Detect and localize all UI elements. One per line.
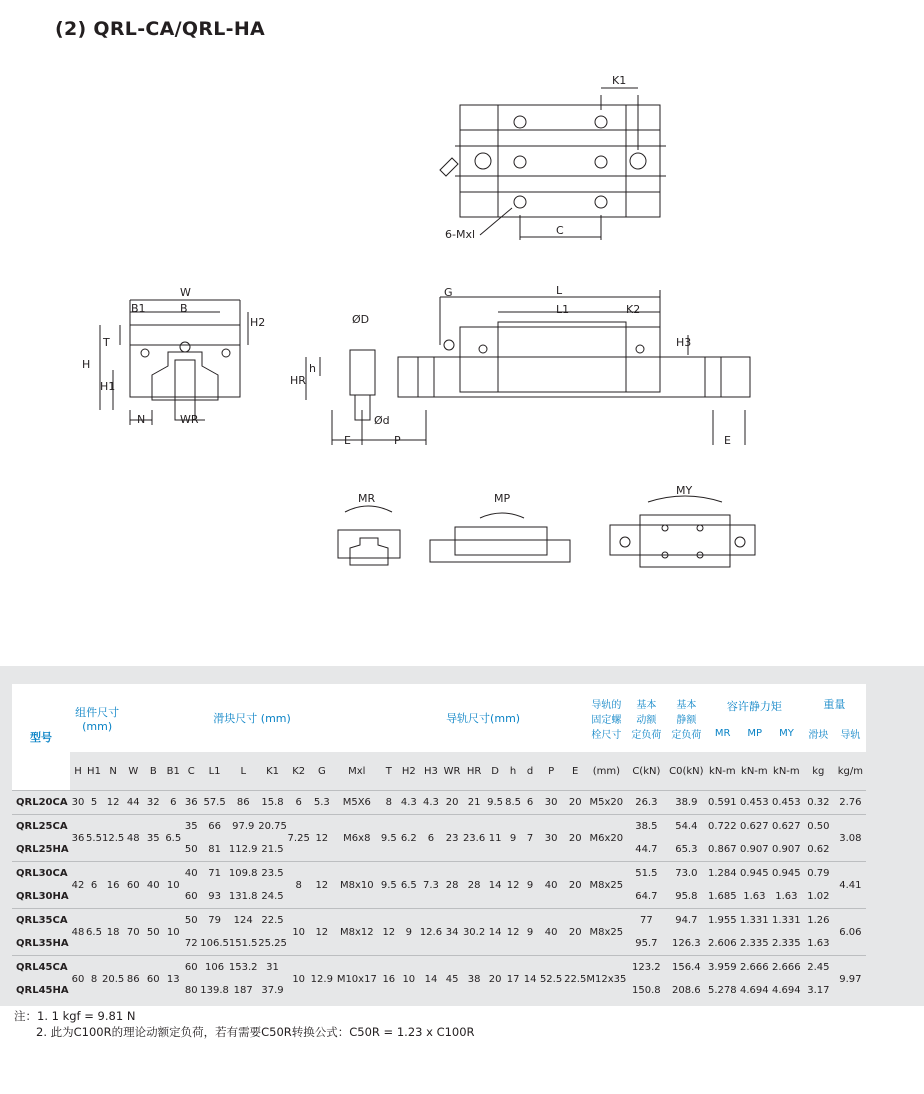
table-cell: 94.7 xyxy=(666,909,706,933)
table-cell: 6 xyxy=(86,862,102,909)
label-mp: MP xyxy=(494,492,511,505)
table-cell: 81 xyxy=(208,844,221,855)
table-cell: 10 xyxy=(164,909,182,956)
table-cell: 20 xyxy=(564,909,586,956)
model-cell: QRL45HA xyxy=(16,985,69,996)
table-cell: 28 xyxy=(462,862,486,909)
table-cell: 0.627 xyxy=(738,815,770,839)
table-cell: M5X6 xyxy=(334,791,380,815)
label-my: MY xyxy=(676,484,693,497)
table-cell: 109.8 xyxy=(229,862,258,886)
table-cell: 2.76 xyxy=(834,791,866,815)
table-cell: M8x12 xyxy=(334,909,380,956)
table-cell: 0.867 xyxy=(708,844,737,855)
table-cell: 5.3 xyxy=(310,791,334,815)
table-cell: 30 xyxy=(70,791,86,815)
table-cell: 112.9 xyxy=(228,844,258,855)
table-cell: 4.3 xyxy=(420,791,442,815)
table-cell: 123.2 xyxy=(626,956,666,980)
table-cell: 1.955 xyxy=(706,909,738,933)
table-cell: 12 xyxy=(310,862,334,909)
table-cell: 0.907 xyxy=(772,844,801,855)
page-title: (2) QRL-CA/QRL-HA xyxy=(55,18,266,40)
table-cell: 22.5 xyxy=(258,909,288,933)
table-cell: 2.45 xyxy=(802,956,834,980)
column-header: W xyxy=(128,765,139,777)
table-cell: 21.5 xyxy=(261,844,284,855)
table-cell: 38.9 xyxy=(666,791,706,815)
model-cell: QRL35HA xyxy=(16,938,69,949)
table-row xyxy=(12,791,866,815)
column-header: K1 xyxy=(266,765,279,777)
table-cell: 36 xyxy=(182,791,200,815)
header-moment xyxy=(706,684,802,752)
column-header: h xyxy=(509,765,517,777)
column-header: D xyxy=(491,765,499,777)
table-cell: 12 xyxy=(504,862,522,909)
table-cell: 12 xyxy=(102,791,124,815)
table-cell: 2.335 xyxy=(740,938,769,949)
table-cell: 80 xyxy=(184,985,198,996)
table-cell: 14 xyxy=(420,956,442,1003)
table-cell: 52.5 xyxy=(538,956,564,1003)
table-cell: 10 xyxy=(288,956,310,1003)
table-cell: 13 xyxy=(164,956,182,1003)
header-assembly: 组件尺寸 (mm) xyxy=(70,684,124,752)
table-cell: 9 xyxy=(522,909,538,956)
table-cell: 1.63 xyxy=(775,891,798,902)
table-cell: 4.41 xyxy=(834,862,866,909)
table-cell: 23 xyxy=(442,815,462,862)
header-rail: 导轨尺寸(mm) xyxy=(380,684,587,752)
table-cell: M8x25 xyxy=(586,862,626,909)
table-cell: 71 xyxy=(200,862,229,886)
table-cell: 2.335 xyxy=(772,938,801,949)
table-cell: 9 xyxy=(504,815,522,862)
table-cell: 60 xyxy=(184,891,198,902)
table-cell: 139.8 xyxy=(200,985,229,996)
table-cell: 12 xyxy=(310,815,334,862)
table-cell: 77 xyxy=(626,909,666,933)
table-cell: 20 xyxy=(564,815,586,862)
header-model: 型号 xyxy=(12,684,70,791)
column-header: N xyxy=(109,765,117,777)
table-cell: 32 xyxy=(142,791,164,815)
label-n: N xyxy=(137,413,146,426)
table-cell: 95.7 xyxy=(635,938,658,949)
table-cell: 106 xyxy=(200,956,229,980)
table-cell: 14 xyxy=(486,862,504,909)
table-cell: 86 xyxy=(229,791,258,815)
table-cell: 20 xyxy=(564,791,586,815)
label-hh: h xyxy=(309,362,316,375)
header-bolt: 导轨的 固定螺 栓尺寸 xyxy=(586,684,626,752)
label-b1: B1 xyxy=(131,302,146,315)
table-cell: 6.5 xyxy=(164,815,182,862)
table-cell: 16 xyxy=(380,956,398,1003)
table-cell: 0.453 xyxy=(770,791,802,815)
table-cell: 6 xyxy=(288,791,310,815)
table-cell: 6 xyxy=(164,791,182,815)
table-cell: 93 xyxy=(208,891,221,902)
table-cell: 7.3 xyxy=(420,862,442,909)
table-cell: 38 xyxy=(462,956,486,1003)
table-cell: 30 xyxy=(538,791,564,815)
label-mxl: 6-Mxl xyxy=(445,228,476,241)
column-header: K2 xyxy=(292,765,306,777)
table-cell: 4.3 xyxy=(398,791,420,815)
table-cell: 24.5 xyxy=(261,891,284,902)
label-p: P xyxy=(394,434,401,447)
column-header: L xyxy=(240,765,247,777)
table-cell: 16 xyxy=(102,862,124,909)
table-cell: 9 xyxy=(522,862,538,909)
label-l: L xyxy=(556,284,563,297)
label-t: T xyxy=(103,336,110,349)
table-cell: 12 xyxy=(504,909,522,956)
table-cell: 35 xyxy=(182,815,200,839)
column-header: G xyxy=(317,765,326,777)
table-row xyxy=(12,956,866,980)
table-cell: M10x17 xyxy=(334,956,380,1003)
table-cell: 22.5 xyxy=(564,956,586,1003)
table-cell: 37.9 xyxy=(261,985,284,996)
column-header: E xyxy=(572,765,579,777)
column-header: WR xyxy=(443,765,461,777)
table-cell: 45 xyxy=(442,956,462,1003)
model-cell: QRL20CA xyxy=(12,791,70,815)
table-cell: 4.694 xyxy=(740,985,769,996)
table-cell: 70 xyxy=(124,909,142,956)
table-cell: 1.02 xyxy=(807,891,830,902)
table-cell: 9.5 xyxy=(486,791,504,815)
table-cell: 8 xyxy=(288,862,310,909)
table-cell: 7 xyxy=(522,815,538,862)
table-cell: 40 xyxy=(538,862,564,909)
label-phi-d: Ød xyxy=(374,414,390,427)
label-l1: L1 xyxy=(556,303,570,316)
table-cell: 12.6 xyxy=(420,909,442,956)
table-cell: 156.4 xyxy=(666,956,706,980)
table-cell: 106.5 xyxy=(200,938,229,949)
table-cell: 72 xyxy=(184,938,198,949)
table-cell: 10 xyxy=(164,862,182,909)
side-view-drawing xyxy=(306,290,750,445)
table-cell: 1.331 xyxy=(770,909,802,933)
table-cell: 54.4 xyxy=(666,815,706,839)
table-cell: 0.62 xyxy=(807,844,830,855)
table-cell: 12 xyxy=(380,909,398,956)
table-cell: 65.3 xyxy=(675,844,698,855)
table-cell: 1.685 xyxy=(708,891,737,902)
table-cell: M6x20 xyxy=(586,815,626,862)
table-cell: 0.32 xyxy=(802,791,834,815)
column-header: HR xyxy=(466,765,482,777)
table-cell: 0.79 xyxy=(802,862,834,886)
label-h3: H3 xyxy=(676,336,692,349)
table-cell: 151.5 xyxy=(228,938,258,949)
table-cell: 9.5 xyxy=(380,862,398,909)
table-cell: 150.8 xyxy=(632,985,661,996)
model-cell: QRL45CA xyxy=(12,956,70,980)
table-cell: 20 xyxy=(486,956,504,1003)
column-header: B xyxy=(149,765,157,777)
table-cell: 79 xyxy=(200,909,229,933)
table-cell: 20.5 xyxy=(102,956,124,1003)
weight-rail: 导轨 xyxy=(840,729,861,741)
label-k1: K1 xyxy=(612,74,627,87)
table-cell: 2.666 xyxy=(770,956,802,980)
column-header: H2 xyxy=(401,765,416,777)
table-cell: 12.5 xyxy=(102,815,124,862)
column-header: kN-m xyxy=(741,765,768,777)
weight-block: 滑块 xyxy=(808,729,829,741)
table-cell: 9.97 xyxy=(834,956,866,1003)
table-row xyxy=(12,909,866,933)
column-header: C(kN) xyxy=(632,765,661,777)
header-stat: 基本 静额 定负荷 xyxy=(666,684,706,752)
table-cell: 208.6 xyxy=(672,985,701,996)
label-k2: K2 xyxy=(626,303,641,316)
table-cell: M8x10 xyxy=(334,862,380,909)
table-cell: 15.8 xyxy=(258,791,288,815)
table-cell: 4.694 xyxy=(772,985,801,996)
table-cell: 153.2 xyxy=(229,956,258,980)
column-header: B1 xyxy=(166,765,180,777)
table-cell: 5.278 xyxy=(708,985,737,996)
table-cell: 36 xyxy=(70,815,86,862)
table-cell: 60 xyxy=(70,956,86,1003)
table-cell: 20.75 xyxy=(258,815,288,839)
column-header: H xyxy=(74,765,82,777)
table-cell: 1.63 xyxy=(807,938,830,949)
header-weight xyxy=(802,684,866,752)
table-cell: 6.5 xyxy=(398,862,420,909)
label-h: H xyxy=(82,358,91,371)
table-cell: 0.945 xyxy=(770,862,802,886)
table-cell: 1.331 xyxy=(738,909,770,933)
label-wr: WR xyxy=(180,413,199,426)
label-h1: H1 xyxy=(100,380,116,393)
table-cell: 40 xyxy=(538,909,564,956)
table-cell: 14 xyxy=(522,956,538,1003)
table-cell: 73.0 xyxy=(666,862,706,886)
table-cell: 9 xyxy=(398,909,420,956)
column-header: H3 xyxy=(424,765,438,777)
column-header: C0(kN) xyxy=(669,765,704,777)
label-h2: H2 xyxy=(250,316,266,329)
table-cell: 35 xyxy=(142,815,164,862)
end-view-drawing xyxy=(100,300,248,425)
table-cell: 50 xyxy=(142,909,164,956)
note-2: 2. 此为C100R的理论动额定负荷，若有需要C50R转换公式：C50R = 1.23 x C100R xyxy=(36,1025,475,1039)
table-cell: 10 xyxy=(398,956,420,1003)
table-cell: 48 xyxy=(124,815,142,862)
table-cell: 23.5 xyxy=(258,862,288,886)
table-cell: 9.5 xyxy=(380,815,398,862)
table-cell: 6 xyxy=(420,815,442,862)
table-cell: 6.5 xyxy=(86,909,102,956)
table-row xyxy=(12,862,866,886)
model-cell: QRL25CA xyxy=(12,815,70,839)
column-header: (mm) xyxy=(592,765,620,777)
table-row xyxy=(12,815,866,839)
table-cell: 10 xyxy=(288,909,310,956)
table-cell: 31 xyxy=(258,956,288,980)
table-cell: 57.5 xyxy=(200,791,229,815)
label-phid: ØD xyxy=(352,313,370,326)
table-cell: 34 xyxy=(442,909,462,956)
table-cell: 38.5 xyxy=(626,815,666,839)
label-b: B xyxy=(180,302,188,315)
table-cell: 124 xyxy=(229,909,258,933)
table-cell: 23.6 xyxy=(462,815,486,862)
model-cell: QRL30HA xyxy=(16,891,69,902)
column-header: kg/m xyxy=(837,765,863,777)
specification-table xyxy=(12,684,866,1002)
table-cell: 42 xyxy=(70,862,86,909)
table-cell: 5 xyxy=(86,791,102,815)
label-e2: E xyxy=(724,434,731,447)
table-cell: 86 xyxy=(124,956,142,1003)
table-cell: 95.8 xyxy=(675,891,698,902)
table-cell: 8 xyxy=(380,791,398,815)
label-hr: HR xyxy=(290,374,306,387)
table-cell: 187 xyxy=(233,985,253,996)
table-cell: 1.26 xyxy=(802,909,834,933)
table-cell: 48 xyxy=(70,909,86,956)
table-cell: 21 xyxy=(462,791,486,815)
table-cell: 50 xyxy=(184,844,198,855)
table-cell: M6x8 xyxy=(334,815,380,862)
label-w: W xyxy=(180,286,191,299)
table-cell: 44.7 xyxy=(635,844,658,855)
table-cell: 66 xyxy=(200,815,229,839)
column-header: H1 xyxy=(87,765,101,777)
label-c: C xyxy=(556,224,564,237)
table-cell: 3.17 xyxy=(807,985,830,996)
table-cell: 1.63 xyxy=(743,891,766,902)
column-header: L1 xyxy=(208,765,221,777)
label-mr: MR xyxy=(358,492,376,505)
table-cell: 6.06 xyxy=(834,909,866,956)
table-cell: 12 xyxy=(310,909,334,956)
label-e: E xyxy=(344,434,351,447)
table-cell: 0.627 xyxy=(770,815,802,839)
table-cell: 18 xyxy=(102,909,124,956)
header-block: 滑块尺寸 (mm) xyxy=(124,684,380,752)
table-cell: M5x20 xyxy=(586,791,626,815)
column-header: T xyxy=(385,765,392,777)
moment-my: MY xyxy=(779,727,794,739)
table-cell: 25.25 xyxy=(258,938,287,949)
table-cell: 0.722 xyxy=(706,815,738,839)
header-dyn: 基本 动额 定负荷 xyxy=(626,684,666,752)
table-cell: M12x35 xyxy=(586,956,626,1003)
column-header: kN-m xyxy=(709,765,736,777)
table-cell: 40 xyxy=(182,862,200,886)
column-header: d xyxy=(526,765,534,777)
table-cell: 60 xyxy=(142,956,164,1003)
table-cell: 60 xyxy=(182,956,200,980)
column-header: C xyxy=(187,765,195,777)
table-cell: 6.2 xyxy=(398,815,420,862)
table-cell: 12.9 xyxy=(310,956,334,1003)
table-cell: 0.945 xyxy=(738,862,770,886)
table-cell: 20 xyxy=(564,862,586,909)
table-cell: 1.284 xyxy=(706,862,738,886)
model-cell: QRL35CA xyxy=(12,909,70,933)
table-cell: 14 xyxy=(486,909,504,956)
column-header: P xyxy=(548,765,555,777)
model-cell: QRL30CA xyxy=(12,862,70,886)
note-1: 注：1. 1 kgf = 9.81 N xyxy=(14,1009,136,1023)
header-weight-title: 重量 xyxy=(823,697,846,711)
table-cell: 5.5 xyxy=(86,815,102,862)
table-cell: 8.5 xyxy=(504,791,522,815)
table-cell: 17 xyxy=(504,956,522,1003)
table-cell: 11 xyxy=(486,815,504,862)
table-cell: 2.666 xyxy=(738,956,770,980)
table-cell: M8x25 xyxy=(586,909,626,956)
moment-mp: MP xyxy=(747,727,763,739)
label-g: G xyxy=(444,286,453,299)
table-cell: 64.7 xyxy=(635,891,658,902)
table-cell: 20 xyxy=(442,791,462,815)
table-cell: 28 xyxy=(442,862,462,909)
moment-views-drawing xyxy=(338,496,755,567)
table-cell: 8 xyxy=(86,956,102,1003)
header-moment-title: 容许静力矩 xyxy=(726,699,782,713)
table-cell: 3.08 xyxy=(834,815,866,862)
column-header: Mxl xyxy=(348,765,366,777)
table-cell: 2.606 xyxy=(708,938,737,949)
table-cell: 60 xyxy=(124,862,142,909)
table-cell: 51.5 xyxy=(626,862,666,886)
table-cell: 50 xyxy=(182,909,200,933)
model-cell: QRL25HA xyxy=(16,844,69,855)
table-cell: 30.2 xyxy=(462,909,486,956)
notes xyxy=(14,1008,475,1040)
column-header: kN-m xyxy=(773,765,800,777)
table-cell: 0.50 xyxy=(802,815,834,839)
table-cell: 30 xyxy=(538,815,564,862)
table-cell: 0.591 xyxy=(706,791,738,815)
table-cell: 7.25 xyxy=(288,815,310,862)
table-cell: 44 xyxy=(124,791,142,815)
table-cell: 0.907 xyxy=(740,844,769,855)
table-cell: 97.9 xyxy=(229,815,258,839)
top-view-drawing xyxy=(440,88,666,240)
table-cell: 6 xyxy=(522,791,538,815)
table-cell: 126.3 xyxy=(672,938,701,949)
table-cell: 3.959 xyxy=(706,956,738,980)
table-cell: 0.453 xyxy=(738,791,770,815)
column-header: kg xyxy=(812,765,825,777)
moment-mr: MR xyxy=(714,727,731,739)
table-cell: 40 xyxy=(142,862,164,909)
table-cell: 26.3 xyxy=(626,791,666,815)
table-cell: 131.8 xyxy=(228,891,258,902)
